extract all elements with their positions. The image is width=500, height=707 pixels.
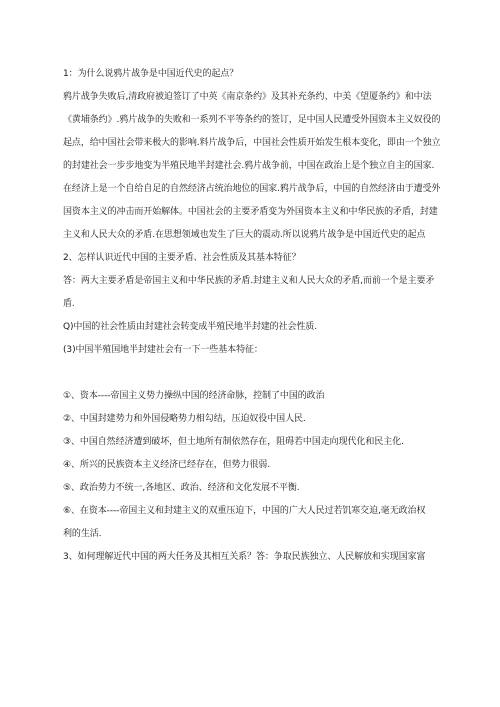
answer-2-line-2: 盾.: [63, 299, 75, 309]
answer-1-line-1: 鸦片战争失败后,清政府被迫签订了中英《南京条约》及其补充条约、中美《望厦条约》和中法: [63, 92, 432, 102]
question-2-heading: 2、怎样认识近代中国的主要矛盾、社会性质及其基本特征？: [63, 253, 301, 263]
question-3-heading: 3、如何理解近代中国的两大任务及其相互关系？答：争取民族独立、人民解放和实现国家富: [63, 552, 426, 562]
feature-3: ③、中国自然经济遭到破坏，但土地所有制依然存在，阻碍若中国走向现代化和民主化.: [63, 437, 404, 447]
answer-1-line-6: 国资本主义的冲击而开始解体。中国社会的主要矛盾变为外国资本主义和中华民族的矛盾，封建: [63, 207, 438, 217]
feature-6-line-2: 利的生活.: [63, 529, 102, 539]
feature-2: ②、中国封建势力和外国侵略势力相勾结，压迫奴役中国人民.: [63, 414, 306, 424]
feature-1: ①、资本----帝国主义势力操纵中国的经济命脉，控制了中国的政治: [63, 391, 325, 401]
answer-1-line-2: 《黄埔条约》.鸦片战争的失败和一系列不平等条约的签订，足中国人民遭受外国资本主义奴役的: [63, 115, 441, 125]
answer-2-point-2: Q)中国的社会性质由封建社会转变成半殖民地半封建的社会性质.: [63, 322, 318, 332]
answer-1-line-3: 起点，给中国社会带来极大的影响.料片战争后，中国社会性质开始发生根本变化，即由一个独立: [63, 138, 441, 148]
feature-6-line-1: ⑥、在资本----帝国主义和封建主义的双重压迫下，中国的广大人民过若饥寒交迫,毫无政治权: [63, 506, 426, 516]
answer-1-line-5: 在经济上是一个自给自足的自然经济占统治地位的国家.鸦片战争后，中国的自然经济由于遭受外: [63, 184, 441, 194]
answer-1-line-4: 的封建社会一步步地变为半殖民地半封建社会.鸦片战争前，中国在政治上是个独立自主的国家.: [63, 161, 435, 171]
answer-2-point-3: (3)中国半殖国地半封建社会有一下一些基本特征：: [63, 345, 263, 355]
feature-5: ⑤、政治势力不统一,各地区、政治、经济和文化发展不平衡.: [63, 483, 300, 493]
blank-line: [63, 367, 441, 379]
feature-4: ④、所兴的民族资本主义经济已经存在，但势力很弱.: [63, 460, 271, 470]
question-1-heading: 1：为什么说鸦片战争是中国近代史的起点？: [63, 69, 239, 79]
answer-2-line-1: 答：两大主要矛盾是帝国主义和中华民族的矛盾.封建主义和人民大众的矛盾,而前一个是主要矛: [63, 276, 435, 286]
answer-1-line-7: 主义和人民大众的矛盾.在思想领域也发生了巨大的震动.所以说鸦片战争是中国近代史的起点: [63, 230, 426, 240]
document-body: [63, 68, 441, 563]
